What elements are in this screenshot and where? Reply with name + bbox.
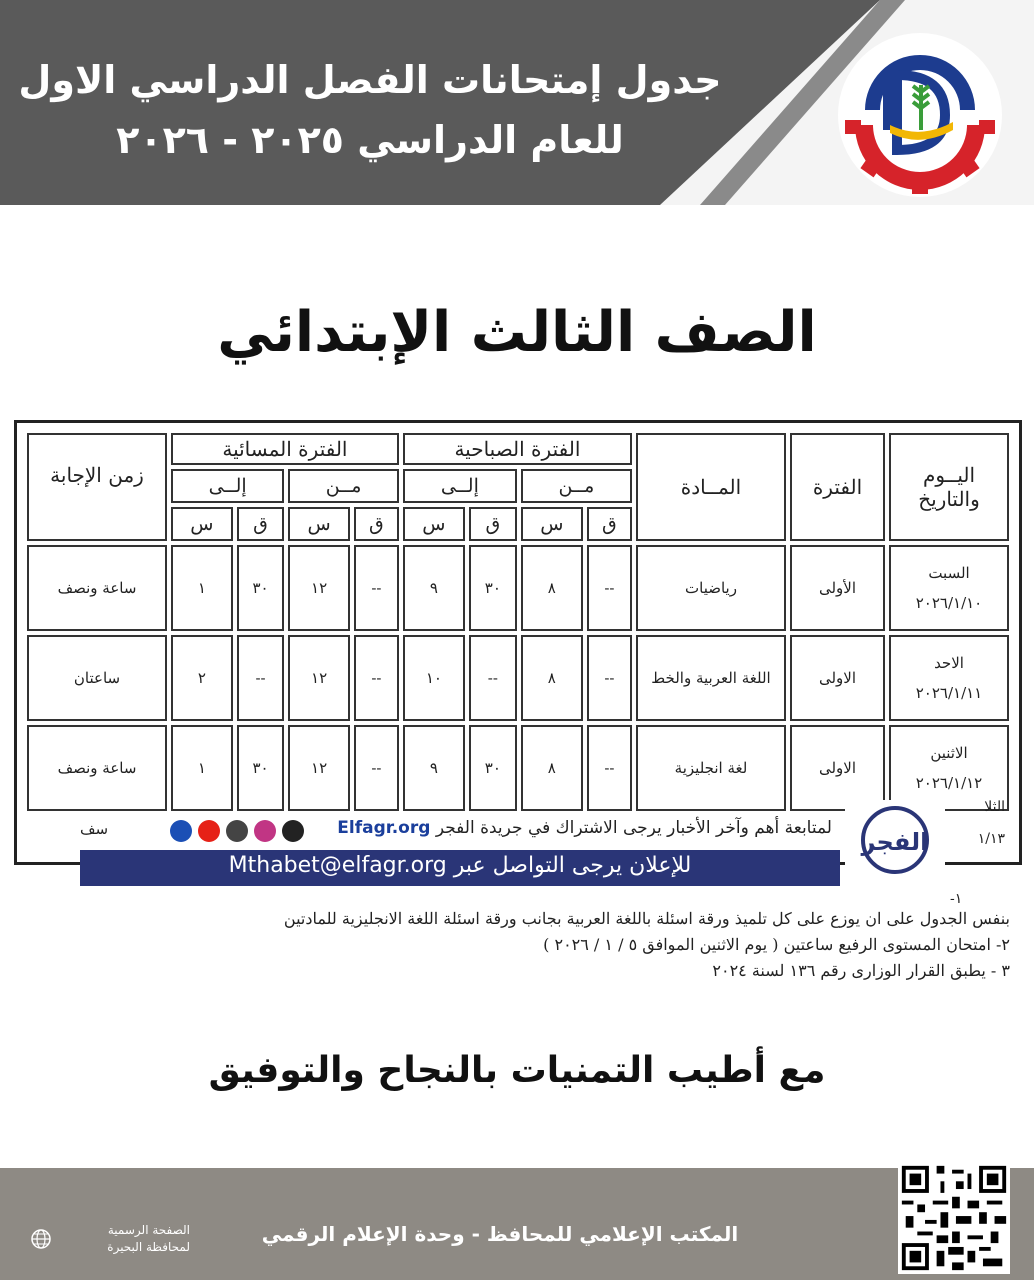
footer-title: المكتب الإعلامي للمحافظ - وحدة الإعلام الرقمي: [261, 1222, 739, 1246]
cell-subject: اللغة العربية والخط: [636, 635, 786, 721]
cell-morning-to-hours: ٩: [403, 725, 465, 811]
cell-date: ٢٠٢٦/١/١٢: [915, 774, 983, 792]
cell-day: الاحد: [934, 654, 964, 672]
exam-table-frame: [14, 420, 1022, 865]
cell-evening-to-minutes: --: [237, 635, 285, 721]
qr-code-icon[interactable]: [898, 1162, 1010, 1274]
cell-evening-from-minutes: --: [354, 545, 399, 631]
cell-morning-from-minutes: --: [587, 635, 632, 721]
ad-bar: [80, 850, 840, 886]
cell-date: ٢٠٢٦/١/١١: [915, 684, 983, 702]
footer-page-line-2: لمحافظة البحيرة: [107, 1240, 190, 1254]
partial-row-day: الثلا: [984, 799, 1005, 815]
facebook-icon[interactable]: [170, 820, 192, 842]
header-minutes: ق: [237, 507, 285, 541]
cell-morning-to-minutes: --: [469, 635, 517, 721]
cell-evening-from-hours: ١٢: [288, 545, 350, 631]
header-hours: س: [403, 507, 465, 541]
cell-period: الاولى: [790, 635, 885, 721]
cell-evening-to-hours: ١: [171, 545, 233, 631]
header-hours: س: [288, 507, 350, 541]
cell-evening-to-minutes: ٣٠: [237, 725, 285, 811]
header-answer-time: زمن الإجابة: [27, 433, 167, 541]
cell-subject: رياضيات: [636, 545, 786, 631]
cell-day: السبت: [928, 564, 970, 582]
cell-date: ٢٠٢٦/١/١٠: [915, 594, 983, 612]
elfagr-logo: [845, 800, 945, 880]
site-link[interactable]: Elfagr.org: [337, 818, 431, 838]
cell-duration: ساعة ونصف: [27, 725, 167, 811]
header-evening-to: إلــى: [171, 469, 284, 503]
note-line-3: ٣ - يطبق القرار الوزارى رقم ١٣٦ لسنة ٢٠٢٤: [712, 961, 1010, 980]
header-hours: س: [521, 507, 583, 541]
table-row: [27, 725, 1009, 811]
cell-period: الاولى: [790, 725, 885, 811]
note-line-2: ٢- امتحان المستوى الرفيع ساعتين ( يوم الاثنين الموافق ٥ / ١ / ٢٠٢٦ ): [543, 935, 1010, 954]
header-evening: الفترة المسائية: [171, 433, 399, 465]
globe-icon: [30, 1228, 52, 1250]
header-morning-to: إلــى: [403, 469, 517, 503]
follow-bar: [80, 815, 840, 847]
header-minutes: ق: [587, 507, 632, 541]
cell-evening-to-minutes: ٣٠: [237, 545, 285, 631]
cell-day: الاثنين: [930, 744, 968, 762]
partial-row-date: ١/١٣: [977, 831, 1005, 847]
page-title: [0, 50, 740, 170]
cell-evening-from-hours: ١٢: [288, 725, 350, 811]
logo-text: البحيرة: [904, 155, 936, 168]
header-subject: المــادة: [636, 433, 786, 541]
cell-day-date: [889, 635, 1009, 721]
note-line-0: ١-: [950, 891, 963, 907]
title-line-2: للعام الدراسي ٢٠٢٥ - ٢٠٢٦: [116, 118, 624, 162]
elfagr-brand: الفجر: [861, 828, 929, 856]
cell-morning-from-hours: ٨: [521, 545, 583, 631]
cell-day-date: [889, 545, 1009, 631]
cell-morning-to-minutes: ٣٠: [469, 725, 517, 811]
cell-subject: لغة انجليزية: [636, 725, 786, 811]
cell-evening-to-hours: ٢: [171, 635, 233, 721]
header-evening-from: مــن: [288, 469, 399, 503]
cell-period: الأولى: [790, 545, 885, 631]
social-icons: [170, 820, 304, 842]
ad-text[interactable]: للإعلان يرجى التواصل عبر Mthabet@elfagr.org: [228, 853, 692, 878]
header-morning-from: مــن: [521, 469, 632, 503]
table-row: [27, 635, 1009, 721]
cell-duration: ساعتان: [27, 635, 167, 721]
cell-morning-from-minutes: --: [587, 545, 632, 631]
note-line-1: بنفس الجدول على ان يوزع على كل تلميذ ورقة اسئلة باللغة العربية بجانب ورقة اسئلة اللغة الانجليزية للمادتين: [283, 909, 1010, 928]
header-period: الفترة: [790, 433, 885, 541]
instagram-icon[interactable]: [254, 820, 276, 842]
cell-morning-from-hours: ٨: [521, 635, 583, 721]
cell-morning-from-minutes: --: [587, 725, 632, 811]
header-day-date: اليــوم والتاريخ: [889, 433, 1009, 541]
governorate-logo: [835, 30, 1005, 200]
cell-morning-to-hours: ١٠: [403, 635, 465, 721]
footer-page-line-1: الصفحة الرسمية: [107, 1223, 190, 1237]
footer-page-label: [60, 1222, 190, 1256]
header-minutes: ق: [469, 507, 517, 541]
x-icon[interactable]: [226, 820, 248, 842]
grade-title: الصف الثالث الإبتدائي: [217, 300, 817, 365]
cell-evening-from-hours: ١٢: [288, 635, 350, 721]
follow-message: لمتابعة أهم وآخر الأخبار يرجى الاشتراك في جريدة الفجر: [435, 818, 832, 838]
cut-text: سف: [80, 820, 109, 838]
cell-evening-to-hours: ١: [171, 725, 233, 811]
cell-morning-to-hours: ٩: [403, 545, 465, 631]
youtube-icon[interactable]: [198, 820, 220, 842]
header-hours: س: [171, 507, 233, 541]
table-row: [27, 545, 1009, 631]
tiktok-icon[interactable]: [282, 820, 304, 842]
exam-table: [23, 429, 1013, 815]
cell-morning-to-minutes: ٣٠: [469, 545, 517, 631]
title-line-1: جدول إمتحانات الفصل الدراسي الاول: [18, 58, 722, 102]
header-minutes: ق: [354, 507, 399, 541]
cell-evening-from-minutes: --: [354, 635, 399, 721]
notes: [90, 892, 1010, 984]
wish-text: مع أطيب التمنيات بالنجاح والتوفيق: [208, 1050, 826, 1091]
cell-duration: ساعة ونصف: [27, 545, 167, 631]
cell-morning-from-hours: ٨: [521, 725, 583, 811]
cell-evening-from-minutes: --: [354, 725, 399, 811]
header-morning: الفترة الصباحية: [403, 433, 632, 465]
